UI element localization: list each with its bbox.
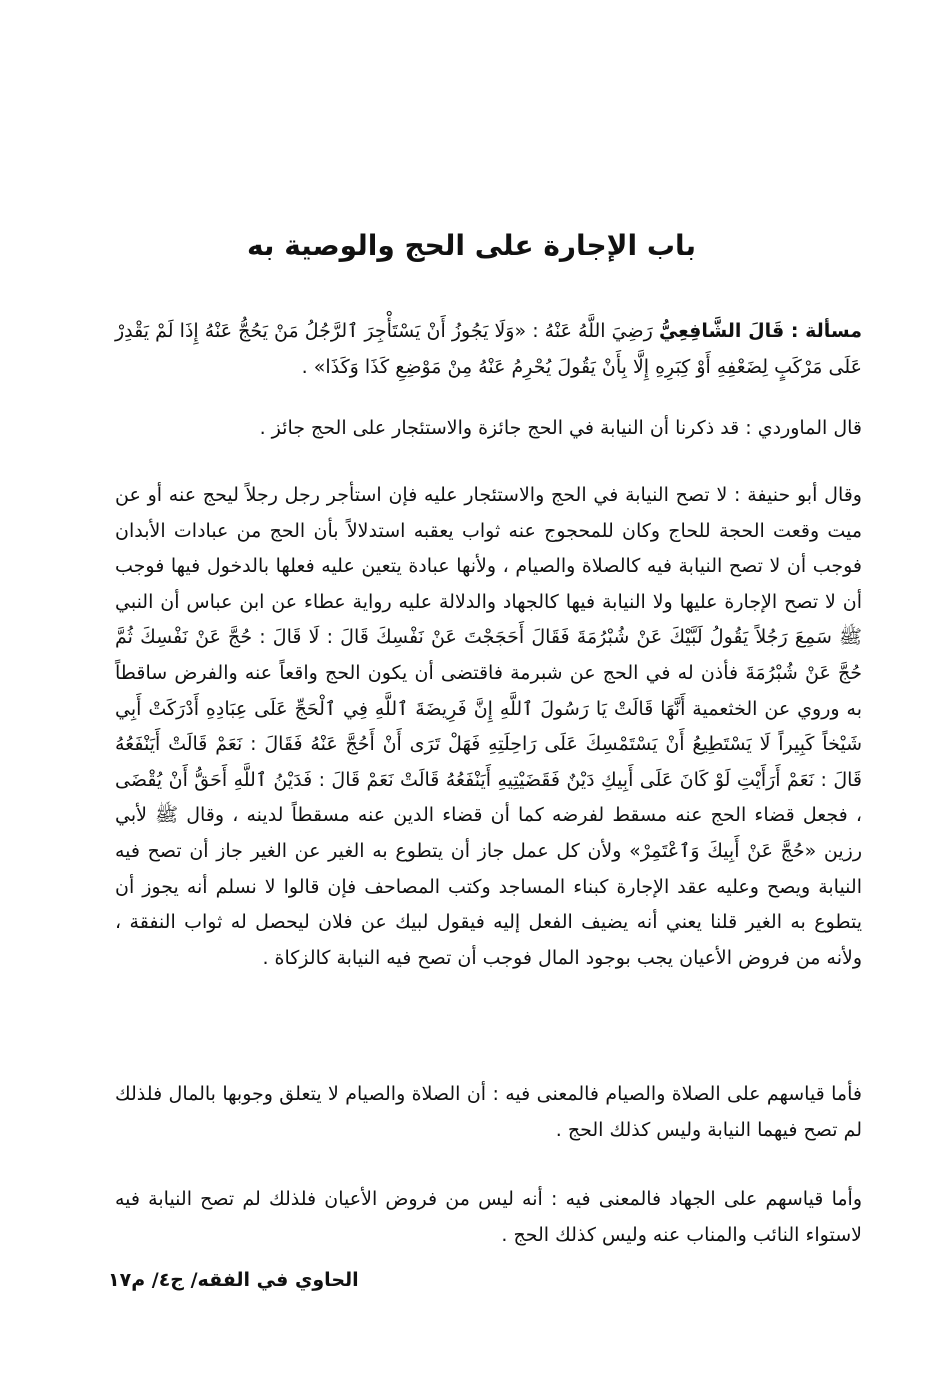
salat-reply-paragraph: فأما قياسهم على الصلاة والصيام فالمعنى فيه : أن الصلاة والصيام لا يتعلق وجوبها بالمال فلذلك لم تصح فيهما النيابة وليس كذلك الحج . — [115, 1083, 862, 1141]
mawardi-paragraph: قال الماوردي : قد ذكرنا أن النيابة في الحج جائزة والاستئجار على الحج جائز . — [259, 417, 862, 439]
masala-text: رَضِيَ اللَّهُ عَنْهُ : «وَلَا يَجُوزُ أَنْ يَسْتَأْجِرَ ٱلرَّجُلُ مَنْ يَحُجُّ عَنْهُ إِذَا لَمْ يَقْدِرْ عَلَى مَرْكَبٍ لِضَعْفِهِ أَوْ كِبَرِهِ إِلَّا بِأَنْ يَقُولَ يُحْرِمُ عَنْهُ مِنْ مَوْضِعِ كَذَا وَكَذَا» . — [115, 320, 862, 378]
chapter-title: باب الإجارة على الحج والوصية به — [246, 229, 697, 262]
masala-lead: مسألة : قَالَ الشَّافِعِيُّ — [658, 320, 862, 342]
jihad-reply-paragraph: وأما قياسهم على الجهاد فالمعنى فيه : أنه ليس من فروض الأعيان فلذلك لم تصح النيابة فيه لاستواء النائب والمناب عنه وليس كذلك الحج . — [115, 1188, 862, 1246]
page-footer: الحاوي في الفقه/ ج٤/ م١٧ — [108, 1269, 359, 1291]
abu-hanifa-paragraph: وقال أبو حنيفة : لا تصح النيابة في الحج والاستئجار عليه فإن استأجر رجل رجلاً ليحج عنه أو عن ميت وقعت الحجة للحاج وكان للمحجوج عنه ثواب يعقبه استدلالاً بأن الحج من عبادات الأبدان فوجب أن لا تصح النيابة فيه كالصلاة والصيام ، ولأنها عبادة يتعين عليه فعلها بالدخول فيها فوجب أن لا تصح الإجارة عليها ولا النيابة فيها كالجهاد والدلالة عليه رواية عطاء عن ابن عباس أن النبي ﷺ سَمِعَ رَجُلاً يَقُولُ لَبَّيْكَ عَنْ شُبْرُمَةَ فَقَالَ أَحَجَجْتَ عَنْ نَفْسِكَ قَالَ : لَا قَالَ : حُجَّ عَنْ نَفْسِكَ ثُمَّ حُجَّ عَنْ شُبْرُمَةَ فأذن له في الحج عن شبرمة فاقتضى أن يكون الحج واقعاً عنه والفرض ساقطاً به وروي عن الخثعمية أَنَّهَا قَالَتْ يَا رَسُولَ ٱللَّهِ إِنَّ فَرِيضَةَ ٱللَّهِ فِي ٱلْحَجِّ عَلَى عِبَادِهِ أَدْرَكَتْ أَبِي شَيْخاً كَبِيراً لَا يَسْتَطِيعُ أَنْ يَسْتَمْسِكَ عَلَى رَاحِلَتِهِ فَهَلْ تَرَى أَنْ أَحُجَّ عَنْهُ فَقَالَ : نَعَمْ قَالَتْ أَيَنْفَعُهُ قَالَ : نَعَمْ أَرَأَيْتِ لَوْ كَانَ عَلَى أَبِيكِ دَيْنٌ فَقَضَيْتِيهِ أَيَنْفَعُهُ قَالَتْ نَعَمْ قَالَ : فَدَيْنُ ٱللَّهِ أَحَقُّ أَنْ يُقْضَى ، فجعل قضاء الحج عنه مسقط لفرضه كما أن قضاء الدين عنه مسقطاً لدينه ، وقال ﷺ لأبي رزين «حُجَّ عَنْ أَبِيكَ وَٱعْتَمِرْ» ولأن كل عمل جاز أن يتطوع به الغير عن الغير جاز أن تصح فيه النيابة ويصح وعليه عقد الإجارة كبناء المساجد وكتب المصاحف فإن قالوا لا نسلم أنه يجوز أن يتطوع به الغير قلنا يعني أنه يضيف الفعل إليه فيقول لبيك عن فلان ليحصل له ثواب النفقة ، ولأنه من فروض الأعيان يجب بوجود المال فوجب أن تصح فيه النيابة كالزكاة . — [115, 484, 862, 969]
masala-paragraph — [115, 314, 862, 385]
